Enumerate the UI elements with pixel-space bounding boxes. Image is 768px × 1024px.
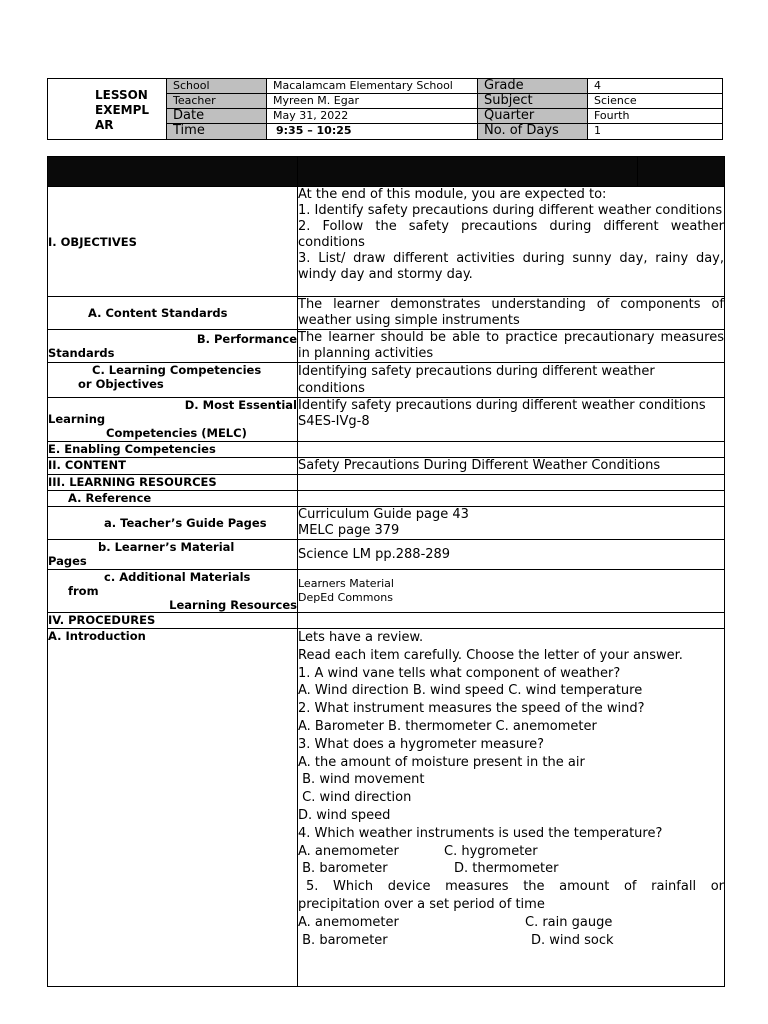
introduction-line: 3. What does a hygrometer measure? <box>298 736 545 752</box>
enabling-text <box>298 442 725 458</box>
q4-choices-row-1 <box>298 843 724 861</box>
teacher-label: Teacher <box>167 94 267 109</box>
header-cell <box>48 157 298 187</box>
q4-choices-row-2 <box>298 860 724 878</box>
date-value: May 31, 2022 <box>267 109 478 124</box>
additional-materials-label-line: c. Additional Materials <box>104 570 251 584</box>
learning-competencies-label-line: C. Learning Competencies <box>92 363 262 377</box>
content-label <box>48 458 298 475</box>
days-value: 1 <box>594 124 601 137</box>
header-cell <box>298 157 638 187</box>
introduction-text <box>298 629 725 987</box>
q4-choice: B. barometer <box>298 861 388 877</box>
introduction-line: 4. Which weather instruments is used the temperature? <box>298 825 663 841</box>
melc-row <box>48 398 725 442</box>
introduction-row <box>48 629 725 987</box>
introduction-line: C. wind direction <box>298 790 412 806</box>
learning-resources-text <box>298 475 725 491</box>
melc-text: Identify safety precautions during different weather conditions S4ES-IVg-8 <box>298 398 725 442</box>
melc-label-line: Learning <box>48 412 106 426</box>
content-label-text: II. CONTENT <box>48 458 126 472</box>
additional-materials-line: DepEd Commons <box>298 591 393 604</box>
grade-label: Grade <box>478 79 588 94</box>
teacher-value: Myreen M. Egar <box>267 94 478 109</box>
subject-label: Subject <box>478 94 588 109</box>
performance-standards-label <box>48 330 298 363</box>
q5-choice: C. rain gauge <box>525 914 613 930</box>
table-header-row <box>48 157 725 187</box>
introduction-line: B. wind movement <box>298 772 425 788</box>
q4-choice: A. anemometer <box>298 843 399 859</box>
introduction-line: Lets have a review. <box>298 630 424 645</box>
time-value: 9:35 – 10:25 <box>267 124 478 139</box>
learners-material-text: Science LM pp.288-289 <box>298 540 725 570</box>
date-label: Date <box>167 109 267 124</box>
objectives-label-text: I. OBJECTIVES <box>48 234 137 249</box>
q5-choice: D. wind sock <box>531 932 614 948</box>
school-value: Macalamcam Elementary School <box>267 79 478 94</box>
school-label: School <box>167 79 267 94</box>
melc-label-line: Competencies (MELC) <box>106 426 247 440</box>
reference-row <box>48 491 725 507</box>
lesson-plan-table <box>47 156 725 987</box>
learners-material-label <box>48 540 298 570</box>
learning-resources-label <box>48 475 298 491</box>
performance-standards-label-line: Standards <box>48 346 115 360</box>
reference-label-text: A. Reference <box>68 491 152 505</box>
lesson-header-table <box>47 78 723 140</box>
content-text: Safety Precautions During Different Weather Conditions <box>298 458 725 475</box>
introduction-line: Read each item carefully. Choose the letter of your answer. <box>298 647 683 663</box>
learning-competencies-text: Identifying safety precautions during different weather conditions <box>298 363 725 398</box>
introduction-label-text: A. Introduction <box>48 629 146 643</box>
q4-choice: C. hygrometer <box>444 843 538 859</box>
introduction-label <box>48 629 298 987</box>
enabling-label-text: E. Enabling Competencies <box>48 442 216 456</box>
grade-value: 4 <box>588 79 722 94</box>
teachers-guide-row <box>48 507 725 540</box>
time-label: Time <box>167 124 267 139</box>
additional-materials-text <box>298 570 725 613</box>
learners-material-label-line: b. Learner’s Material <box>98 540 235 554</box>
content-row <box>48 458 725 475</box>
enabling-row <box>48 442 725 458</box>
lesson-title-text <box>95 88 165 133</box>
additional-materials-label-line: from <box>68 584 99 598</box>
objectives-line: 1. Identify safety precautions during different weather conditions <box>298 203 723 218</box>
additional-materials-label <box>48 570 298 613</box>
procedures-row <box>48 613 725 629</box>
quarter-value: Fourth <box>588 109 722 124</box>
objectives-label <box>48 187 298 297</box>
learning-resources-row <box>48 475 725 491</box>
teachers-guide-text <box>298 507 725 540</box>
learning-competencies-row <box>48 363 725 398</box>
learning-competencies-label <box>48 363 298 398</box>
objectives-text <box>298 187 725 297</box>
q5-choices-row-1 <box>298 914 724 932</box>
performance-standards-label-line: B. Performance <box>196 332 297 346</box>
introduction-line: 2. What instrument measures the speed of the wind? <box>298 701 645 717</box>
lesson-title-line: LESSON <box>95 88 148 102</box>
q5-choices-row-2 <box>298 932 724 950</box>
additional-materials-label-line: Learning Resources <box>169 598 297 612</box>
procedures-text <box>298 613 725 629</box>
introduction-line: 5. Which device measures the amount of rainfall or precipitation over a set period of time <box>298 879 724 912</box>
lesson-title-line: AR <box>95 118 114 132</box>
learners-material-row <box>48 540 725 570</box>
reference-text <box>298 491 725 507</box>
q4-choice: D. thermometer <box>454 861 559 877</box>
enabling-label <box>48 442 298 458</box>
melc-label-line: D. Most Essential <box>184 398 297 412</box>
content-standards-label <box>48 297 298 330</box>
procedures-label-text: IV. PROCEDURES <box>48 613 156 627</box>
teachers-guide-label-text: a. Teacher’s Guide Pages <box>104 516 267 530</box>
reference-label <box>48 491 298 507</box>
procedures-label <box>48 613 298 629</box>
melc-label <box>48 398 298 442</box>
header-cell <box>638 157 725 187</box>
objectives-line: 3. List/ draw different activities during sunny day, rainy day, windy day and stormy day. <box>298 251 724 282</box>
subject-value: Science <box>588 94 722 109</box>
objectives-line: At the end of this module, you are expected to: <box>298 187 607 202</box>
teachers-guide-line: MELC page 379 <box>298 523 400 538</box>
quarter-label: Quarter <box>478 109 588 124</box>
content-standards-row <box>48 297 725 330</box>
performance-standards-text: The learner should be able to practice precautionary measures in planning activities <box>298 330 724 361</box>
teachers-guide-label <box>48 507 298 540</box>
introduction-line: A. the amount of moisture present in the air <box>298 754 585 770</box>
introduction-line: D. wind speed <box>298 807 391 823</box>
objectives-row <box>48 187 725 297</box>
content-standards-text: The learner demonstrates understanding of components of weather using simple instruments <box>298 297 724 328</box>
content-standards-label-text: A. Content Standards <box>88 306 228 320</box>
additional-materials-line: Learners Material <box>298 577 394 590</box>
learning-competencies-label-line: or Objectives <box>78 377 164 391</box>
introduction-line: A. Barometer B. thermometer C. anemometer <box>298 718 597 734</box>
introduction-line: 1. A wind vane tells what component of weather? <box>298 665 621 681</box>
introduction-line: A. Wind direction B. wind speed C. wind temperature <box>298 683 643 699</box>
objectives-line: 2. Follow the safety precautions during different weather conditions <box>298 219 724 250</box>
performance-standards-row <box>48 330 725 363</box>
lesson-title-line: EXEMPL <box>95 103 150 117</box>
teachers-guide-line: Curriculum Guide page 43 <box>298 507 469 522</box>
learners-material-label-line: Pages <box>48 554 87 568</box>
q5-choice: A. anemometer <box>298 914 399 930</box>
q5-choice: B. barometer <box>298 932 388 948</box>
additional-materials-row <box>48 570 725 613</box>
learning-resources-label-text: III. LEARNING RESOURCES <box>48 475 217 489</box>
lesson-title <box>48 79 167 139</box>
days-label: No. of Days <box>478 124 588 139</box>
